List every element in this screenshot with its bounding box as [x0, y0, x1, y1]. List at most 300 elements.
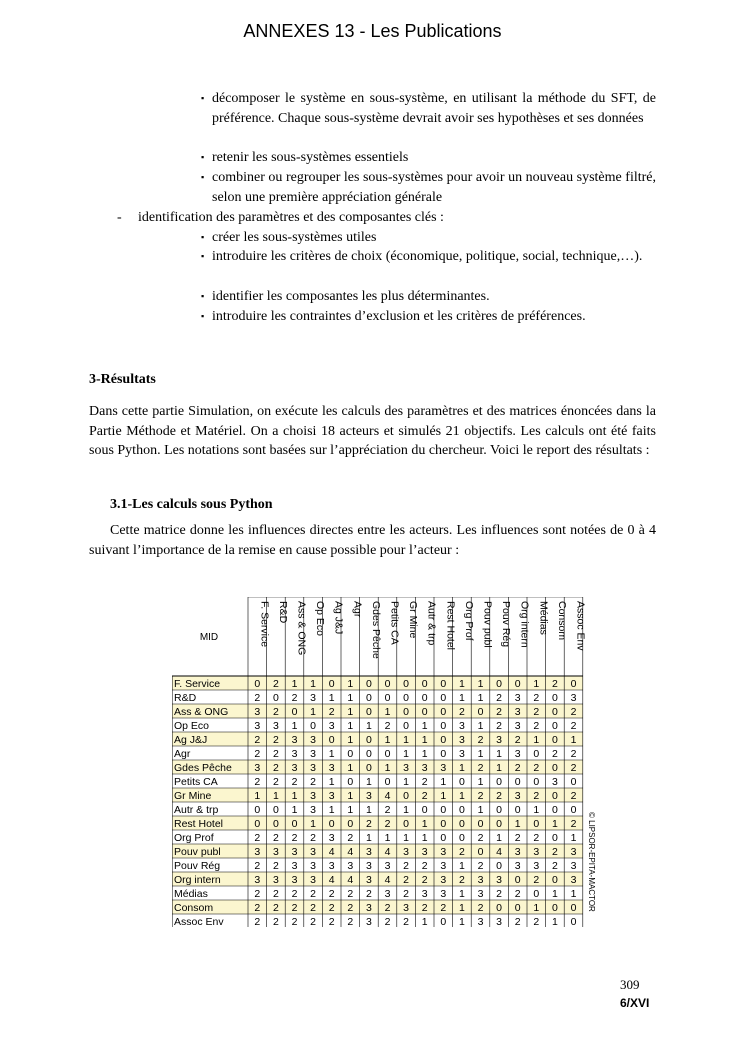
matrix-cell-value: 3: [254, 706, 261, 718]
matrix-corner-label: MID: [199, 632, 219, 643]
matrix-cell-value: 0: [458, 804, 465, 816]
matrix-cell-value: 0: [533, 776, 540, 788]
matrix-cell-value: 3: [347, 860, 354, 872]
matrix-cell-value: 2: [551, 678, 558, 690]
matrix-cell-value: 3: [365, 790, 372, 802]
bullet-item-4: [201, 228, 656, 248]
matrix-cell-value: 1: [533, 804, 540, 816]
matrix-cell-value: 3: [254, 846, 261, 858]
matrix-row-highlight: [172, 872, 583, 886]
matrix-column-header: Rest Hotel: [444, 601, 457, 651]
matrix-cell-value: 1: [347, 804, 354, 816]
matrix-cell-value: 2: [403, 874, 410, 886]
matrix-cell-value: 2: [496, 790, 503, 802]
matrix-cell-value: 2: [477, 762, 484, 774]
matrix-cell-value: 2: [403, 860, 410, 872]
matrix-cell-value: 2: [514, 888, 521, 900]
matrix-cell-value: 2: [533, 692, 540, 704]
matrix-cell-value: 3: [310, 860, 317, 872]
matrix-cell-value: 2: [347, 902, 354, 914]
matrix-cell-value: 2: [496, 720, 503, 732]
matrix-column-header: Org intern: [518, 601, 531, 648]
matrix-cell-value: 1: [365, 776, 372, 788]
matrix-cell-value: 0: [384, 678, 391, 690]
matrix-cell-value: 0: [533, 888, 540, 900]
matrix-cell-value: 4: [496, 846, 503, 858]
matrix-cell-value: 1: [496, 832, 503, 844]
matrix-cell-value: 1: [477, 748, 484, 760]
matrix-cell-value: 1: [421, 720, 428, 732]
matrix-row-highlight: [172, 704, 583, 718]
matrix-cell-value: 1: [384, 832, 391, 844]
matrix-cell-value: 0: [328, 734, 335, 746]
matrix-cell-value: 3: [403, 902, 410, 914]
matrix-cell-value: 1: [384, 706, 391, 718]
matrix-cell-value: 0: [496, 776, 503, 788]
matrix-cell-value: 2: [328, 888, 335, 900]
matrix-cell-value: 3: [254, 874, 261, 886]
matrix-cell-value: 0: [310, 720, 317, 732]
matrix-column-header: Org Prof: [462, 601, 475, 641]
matrix-cell-value: 3: [254, 762, 261, 774]
matrix-cell-value: 2: [477, 860, 484, 872]
matrix-cell-value: 3: [440, 762, 447, 774]
matrix-row-highlight: [172, 816, 583, 830]
matrix-cell-value: 3: [272, 720, 279, 732]
matrix-row-label: Médias: [174, 888, 208, 900]
matrix-cell-value: 0: [514, 804, 521, 816]
matrix-cell-value: 3: [514, 748, 521, 760]
matrix-cell-value: 2: [533, 720, 540, 732]
matrix-cell-value: 0: [384, 776, 391, 788]
matrix-cell-value: 2: [328, 902, 335, 914]
matrix-cell-value: 2: [421, 860, 428, 872]
matrix-cell-value: 2: [254, 692, 261, 704]
matrix-cell-value: 3: [365, 916, 372, 927]
matrix-cell-value: 2: [272, 748, 279, 760]
matrix-cell-value: 1: [477, 692, 484, 704]
section-3-1-paragraph: Cette matrice donne les influences directes entre les acteurs. Les influences sont notées de 0 à 4 suivant l’importance de la remise en cause possible pour l’acteur :: [89, 523, 656, 558]
matrix-cell-value: 2: [570, 790, 577, 802]
matrix-cell-value: 0: [291, 706, 298, 718]
matrix-cell-value: 3: [551, 776, 558, 788]
matrix-cell-value: 3: [440, 860, 447, 872]
matrix-cell-value: 2: [533, 916, 540, 927]
matrix-cell-value: 2: [514, 832, 521, 844]
matrix-cell-value: 0: [551, 692, 558, 704]
matrix-cell-value: 0: [551, 706, 558, 718]
matrix-cell-value: 1: [496, 762, 503, 774]
matrix-cell-value: 3: [384, 888, 391, 900]
page-number: 309: [620, 977, 640, 992]
matrix-row-label: Ass & ONG: [174, 706, 229, 718]
matrix-cell-value: 3: [328, 762, 335, 774]
matrix-cell-value: 1: [440, 790, 447, 802]
matrix-cell-value: 2: [477, 902, 484, 914]
matrix-cell-value: 3: [272, 846, 279, 858]
matrix-cell-value: 0: [272, 804, 279, 816]
matrix-cell-value: 0: [551, 874, 558, 886]
matrix-column-header: Ag J&J: [332, 601, 345, 635]
matrix-cell-value: 3: [514, 720, 521, 732]
matrix-cell-value: 3: [458, 734, 465, 746]
matrix-cell-value: 1: [458, 762, 465, 774]
page-header-title: ANNEXES 13 - Les Publications: [243, 21, 502, 41]
matrix-cell-value: 0: [328, 678, 335, 690]
bullet-square-icon: ▪: [201, 172, 205, 182]
matrix-cell-value: 0: [440, 706, 447, 718]
matrix-cell-value: 0: [272, 692, 279, 704]
matrix-cell-value: 0: [551, 762, 558, 774]
matrix-cell-value: 2: [551, 846, 558, 858]
matrix-column-header: Petits CA: [388, 601, 401, 645]
matrix-cell-value: 3: [514, 846, 521, 858]
matrix-column-header: Pouv Rég: [500, 601, 513, 648]
matrix-cell-value: 3: [570, 860, 577, 872]
matrix-cell-value: 0: [458, 818, 465, 830]
bullet-text: retenir les sous-systèmes essentiels: [212, 150, 409, 165]
matrix-cell-value: 2: [403, 888, 410, 900]
matrix-cell-value: 2: [272, 776, 279, 788]
matrix-cell-value: 0: [421, 804, 428, 816]
matrix-cell-value: 2: [272, 860, 279, 872]
matrix-row-label: Consom: [174, 902, 214, 914]
bullet-item-2: [201, 148, 656, 168]
matrix-row-label: Org Prof: [174, 832, 214, 844]
matrix-cell-value: 2: [551, 860, 558, 872]
matrix-cell-value: 1: [533, 678, 540, 690]
matrix-cell-value: 2: [365, 818, 372, 830]
matrix-cell-value: 4: [328, 874, 335, 886]
matrix-column-header: Ass & ONG: [295, 601, 308, 656]
matrix-cell-value: 0: [496, 818, 503, 830]
matrix-cell-value: 0: [440, 734, 447, 746]
matrix-cell-value: 1: [347, 692, 354, 704]
matrix-cell-value: 1: [421, 818, 428, 830]
matrix-cell-value: 2: [384, 804, 391, 816]
matrix-cell-value: 2: [514, 916, 521, 927]
matrix-cell-value: 1: [365, 720, 372, 732]
matrix-cell-value: 0: [514, 874, 521, 886]
matrix-cell-value: 2: [440, 902, 447, 914]
matrix-cell-value: 1: [291, 804, 298, 816]
matrix-cell-value: 1: [403, 748, 410, 760]
matrix-cell-value: 0: [403, 818, 410, 830]
matrix-cell-value: 0: [570, 678, 577, 690]
matrix-cell-value: 3: [421, 888, 428, 900]
matrix-cell-value: 0: [440, 678, 447, 690]
matrix-row-label: R&D: [174, 692, 197, 704]
matrix-cell-value: 1: [328, 748, 335, 760]
matrix-cell-value: 4: [347, 846, 354, 858]
matrix-cell-value: 1: [403, 804, 410, 816]
matrix-cell-value: 1: [458, 860, 465, 872]
bullet-text: combiner ou regrouper les sous-systèmes pour avoir un nouveau système filtré, selon une première appréciation générale: [212, 170, 656, 205]
matrix-cell-value: 3: [496, 874, 503, 886]
matrix-cell-value: 3: [477, 874, 484, 886]
matrix-column-header: Pouv publ: [481, 601, 494, 648]
matrix-cell-value: 2: [533, 832, 540, 844]
matrix-cell-value: 0: [365, 762, 372, 774]
matrix-cell-value: 1: [551, 818, 558, 830]
matrix-cell-value: 0: [440, 748, 447, 760]
matrix-cell-value: 1: [347, 734, 354, 746]
dash-marker: -: [117, 210, 122, 225]
bullet-text: introduire les critères de choix (économique, politique, social, technique,…).: [212, 249, 643, 264]
matrix-cell-value: 1: [403, 776, 410, 788]
matrix-cell-value: 3: [514, 692, 521, 704]
matrix-cell-value: 1: [533, 734, 540, 746]
matrix-column-header: Gr Mine: [407, 601, 420, 639]
matrix-cell-value: 0: [496, 902, 503, 914]
matrix-cell-value: 1: [551, 888, 558, 900]
matrix-column-header: Agr: [351, 601, 364, 618]
matrix-cell-value: 2: [310, 916, 317, 927]
matrix-cell-value: 2: [570, 720, 577, 732]
matrix-row-label: F. Service: [174, 678, 221, 690]
matrix-cell-value: 3: [514, 706, 521, 718]
matrix-cell-value: 2: [514, 762, 521, 774]
matrix-cell-value: 1: [533, 902, 540, 914]
section-3-1-heading: 3.1-Les calculs sous Python: [110, 497, 273, 512]
matrix-cell-value: 2: [254, 902, 261, 914]
matrix-cell-value: 2: [533, 790, 540, 802]
matrix-cell-value: 3: [440, 888, 447, 900]
mid-matrix-grid: [172, 597, 603, 927]
bullet-square-icon: ▪: [201, 291, 205, 301]
matrix-cell-value: 1: [384, 734, 391, 746]
matrix-cell-value: 3: [496, 916, 503, 927]
matrix-cell-value: 0: [551, 720, 558, 732]
matrix-cell-value: 3: [365, 874, 372, 886]
matrix-cell-value: 1: [458, 902, 465, 914]
matrix-cell-value: 2: [291, 902, 298, 914]
matrix-cell-value: 2: [496, 888, 503, 900]
matrix-cell-value: 1: [570, 734, 577, 746]
matrix-cell-value: 3: [496, 734, 503, 746]
matrix-cell-value: 0: [421, 706, 428, 718]
matrix-cell-value: 2: [291, 832, 298, 844]
matrix-cell-value: 2: [570, 706, 577, 718]
matrix-column-header: Consom: [555, 601, 568, 641]
matrix-cell-value: 1: [477, 720, 484, 732]
matrix-cell-value: 2: [533, 706, 540, 718]
matrix-cell-value: 3: [291, 734, 298, 746]
matrix-cell-value: 1: [514, 818, 521, 830]
matrix-cell-value: 0: [477, 846, 484, 858]
section-3-paragraph: Dans cette partie Simulation, on exécute les calculs des paramètres et des matrices énoncées dans la Partie Méthode et Matériel. On a choisi 18 acteurs et simulés 21 objectifs. Les calculs ont été faits sous Python. Les notations sont basées sur l’appréciation du chercheur. Voici le report des résultats :: [89, 404, 656, 459]
matrix-cell-value: 3: [291, 846, 298, 858]
bullet-square-icon: ▪: [201, 311, 205, 321]
section-3-heading: 3-Résultats: [89, 372, 156, 387]
matrix-cell-value: 0: [514, 776, 521, 788]
matrix-cell-value: 0: [403, 678, 410, 690]
matrix-column-header: Médias: [537, 601, 550, 635]
bullet-text: introduire les contraintes d’exclusion et les critères de préférences.: [212, 309, 586, 324]
matrix-cell-value: 3: [365, 846, 372, 858]
matrix-cell-value: 1: [458, 678, 465, 690]
matrix-row-label: Autr & trp: [174, 804, 219, 816]
matrix-cell-value: 0: [551, 804, 558, 816]
matrix-cell-value: 2: [291, 776, 298, 788]
matrix-cell-value: 3: [310, 790, 317, 802]
matrix-cell-value: 1: [254, 790, 261, 802]
matrix-row-highlight: [172, 900, 583, 914]
matrix-cell-value: 1: [421, 748, 428, 760]
matrix-cell-value: 0: [365, 706, 372, 718]
matrix-cell-value: 3: [254, 720, 261, 732]
matrix-cell-value: 0: [570, 776, 577, 788]
matrix-cell-value: 3: [384, 860, 391, 872]
matrix-cell-value: 2: [272, 832, 279, 844]
matrix-cell-value: 1: [421, 916, 428, 927]
matrix-row-label: Petits CA: [174, 776, 218, 788]
matrix-row-label: Rest Hotel: [174, 818, 224, 830]
bullet-item-3: [201, 168, 656, 207]
matrix-row-highlight: [172, 760, 583, 774]
matrix-column-header: R&D: [276, 601, 289, 624]
bullet-item-1: [201, 89, 656, 128]
matrix-cell-value: 0: [347, 776, 354, 788]
matrix-cell-value: 1: [328, 776, 335, 788]
matrix-cell-value: 2: [570, 762, 577, 774]
matrix-cell-value: 2: [272, 888, 279, 900]
matrix-cell-value: 2: [272, 734, 279, 746]
matrix-cell-value: 1: [365, 804, 372, 816]
matrix-cell-value: 2: [254, 832, 261, 844]
matrix-cell-value: 3: [477, 916, 484, 927]
matrix-cell-value: 1: [272, 790, 279, 802]
matrix-cell-value: 2: [570, 818, 577, 830]
bullet-square-icon: ▪: [201, 152, 205, 162]
matrix-cell-value: 0: [551, 790, 558, 802]
matrix-column-header: F. Service: [258, 601, 271, 648]
matrix-cell-value: 3: [570, 846, 577, 858]
matrix-cell-value: 3: [310, 874, 317, 886]
matrix-cell-value: 3: [458, 748, 465, 760]
matrix-cell-value: 3: [533, 846, 540, 858]
matrix-cell-value: 3: [365, 860, 372, 872]
matrix-cell-value: 0: [551, 734, 558, 746]
matrix-cell-value: 0: [533, 818, 540, 830]
matrix-cell-value: 2: [347, 832, 354, 844]
matrix-column-header: Gdes Pêche: [369, 601, 382, 659]
matrix-cell-value: 1: [347, 678, 354, 690]
matrix-cell-value: 3: [310, 734, 317, 746]
matrix-cell-value: 3: [291, 860, 298, 872]
matrix-cell-value: 1: [291, 720, 298, 732]
matrix-cell-value: 1: [477, 776, 484, 788]
matrix-cell-value: 1: [310, 818, 317, 830]
matrix-cell-value: 4: [384, 846, 391, 858]
matrix-cell-value: 0: [291, 818, 298, 830]
matrix-cell-value: 0: [440, 720, 447, 732]
matrix-cell-value: 1: [347, 720, 354, 732]
matrix-cell-value: 3: [328, 790, 335, 802]
matrix-cell-value: 3: [328, 832, 335, 844]
matrix-cell-value: 1: [458, 888, 465, 900]
matrix-cell-value: 0: [403, 720, 410, 732]
matrix-cell-value: 3: [403, 846, 410, 858]
matrix-cell-value: 2: [272, 706, 279, 718]
matrix-row-label: Gr Mine: [174, 790, 212, 802]
matrix-column-header: Assoc Env: [574, 601, 587, 651]
matrix-cell-value: 2: [551, 748, 558, 760]
matrix-row-highlight: [172, 676, 583, 690]
matrix-cell-value: 2: [496, 692, 503, 704]
bullet-text: créer les sous-systèmes utiles: [212, 230, 377, 245]
matrix-cell-value: 2: [254, 888, 261, 900]
matrix-cell-value: 0: [496, 678, 503, 690]
matrix-cell-value: 0: [440, 692, 447, 704]
matrix-cell-value: 1: [347, 706, 354, 718]
matrix-cell-value: 2: [254, 776, 261, 788]
matrix-cell-value: 3: [514, 860, 521, 872]
matrix-cell-value: 2: [254, 748, 261, 760]
matrix-row-label: Assoc Env: [174, 916, 224, 927]
matrix-cell-value: 2: [403, 916, 410, 927]
matrix-cell-value: 2: [477, 790, 484, 802]
matrix-cell-value: 1: [291, 678, 298, 690]
matrix-cell-value: 0: [254, 818, 261, 830]
matrix-cell-value: 3: [458, 720, 465, 732]
matrix-cell-value: 2: [291, 692, 298, 704]
matrix-column-header: Op Eco: [314, 601, 327, 637]
matrix-cell-value: 2: [384, 818, 391, 830]
matrix-cell-value: 2: [477, 734, 484, 746]
bullet-item-5: [201, 247, 656, 267]
matrix-cell-value: 0: [440, 832, 447, 844]
matrix-cell-value: 2: [570, 748, 577, 760]
matrix-cell-value: 1: [310, 706, 317, 718]
matrix-cell-value: 2: [272, 916, 279, 927]
matrix-cell-value: 2: [328, 916, 335, 927]
matrix-cell-value: 2: [384, 902, 391, 914]
matrix-cell-value: 2: [384, 916, 391, 927]
bullet-square-icon: ▪: [201, 93, 205, 103]
matrix-cell-value: 2: [310, 832, 317, 844]
matrix-cell-value: 0: [514, 678, 521, 690]
matrix-row-label: Pouv publ: [174, 846, 221, 858]
matrix-cell-value: 1: [384, 762, 391, 774]
matrix-cell-value: 0: [458, 832, 465, 844]
matrix-cell-value: 3: [310, 846, 317, 858]
matrix-cell-value: 1: [421, 832, 428, 844]
matrix-cell-value: 1: [440, 776, 447, 788]
matrix-cell-value: 2: [384, 720, 391, 732]
matrix-cell-value: 3: [570, 692, 577, 704]
matrix-cell-value: 2: [310, 902, 317, 914]
matrix-cell-value: 2: [254, 860, 261, 872]
matrix-cell-value: 4: [384, 790, 391, 802]
matrix-cell-value: 1: [328, 804, 335, 816]
matrix-cell-value: 3: [328, 860, 335, 872]
matrix-cell-value: 0: [254, 804, 261, 816]
matrix-cell-value: 0: [514, 902, 521, 914]
bullet-square-icon: ▪: [201, 232, 205, 242]
matrix-cell-value: 2: [291, 888, 298, 900]
matrix-cell-value: 2: [496, 706, 503, 718]
matrix-cell-value: 2: [421, 874, 428, 886]
matrix-cell-value: 0: [403, 790, 410, 802]
matrix-cell-value: 2: [533, 762, 540, 774]
matrix-cell-value: 1: [291, 790, 298, 802]
matrix-cell-value: 2: [458, 706, 465, 718]
matrix-cell-value: 0: [477, 706, 484, 718]
matrix-cell-value: 3: [533, 860, 540, 872]
matrix-row-highlight: [172, 732, 583, 746]
matrix-cell-value: 2: [458, 874, 465, 886]
